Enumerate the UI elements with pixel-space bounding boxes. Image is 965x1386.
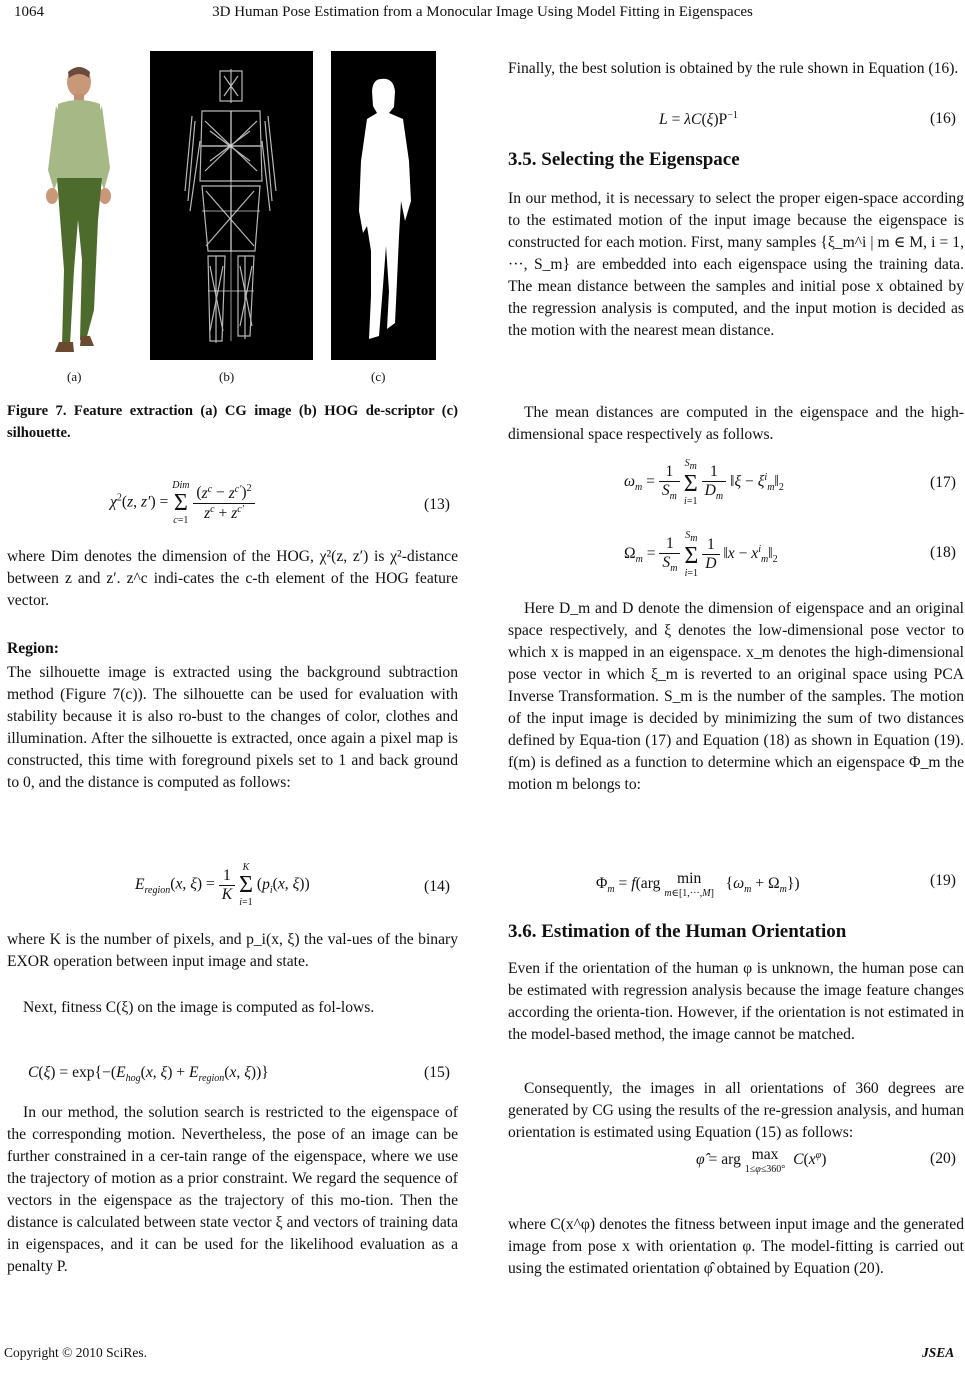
equation-14-number: (14) xyxy=(424,878,450,895)
equation-20: φ̂ = arg max 1≤φ≤360° $C(x^\varphi)$ xyxy=(696,1146,827,1175)
equation-15-number: (15) xyxy=(424,1064,450,1081)
paragraph-3-6-a: Even if the orientation of the human φ is unknown, the human pose can be estimated with regression analysis because the image feature changes according the orienta-tion. However, if the orientation is not estimated in the model-based method, the image cannot be matched. xyxy=(508,960,964,1043)
equation-16-number: (16) xyxy=(930,110,956,127)
equation-18-number: (18) xyxy=(930,544,956,561)
paragraph-fitness: Next, fitness C(ξ) on the image is computed as fol-lows. xyxy=(23,999,375,1016)
footer-journal: JSEA xyxy=(922,1345,955,1360)
figure-label-c: (c) xyxy=(371,369,386,384)
figure-label-a: (a) xyxy=(67,369,82,384)
figure-7-caption: Figure 7. Feature extraction (a) CG image (b) HOG de-scriptor (c) silhouette. xyxy=(7,403,458,441)
equation-13: $\chi^2(z$, z′) = Dim Σ c=1 $\frac{(z^c - z^{c'})^2}{z^c + z^{c'}}$ xyxy=(110,480,255,526)
cg-human-image xyxy=(28,60,128,360)
equation-20-number: (20) xyxy=(930,1150,956,1167)
footer-copyright: Copyright © 2010 SciRes. xyxy=(4,1345,148,1360)
equation-16: $L = \lambda C(\xi)P^{-1}$ xyxy=(659,110,738,129)
equation-19-number: (19) xyxy=(930,872,956,889)
silhouette-image xyxy=(331,51,436,360)
paragraph-finally: Finally, the best solution is obtained by the rule shown in Equation (16). xyxy=(508,60,959,77)
equation-17: $\omega_m$ = $\frac{1}{S_m}$ $S_m$ Σ i=1 $\frac{1}{D_m}$ ‖ξ − $\xi^i_m‖_2$ xyxy=(624,458,784,507)
equation-18: $\Omega_m$ = $\frac{1}{S_m}$ $S_m$ Σ i=1 $\frac{1}{D}$ ‖x − $x^i_m‖_2$ xyxy=(624,530,778,579)
equation-14: $E_{region}(x$, ξ) = $\frac{1}{K}$ K Σ i=1 ($p_i(x$, ξ)) xyxy=(135,862,310,908)
paragraph-3-6-b: Consequently, the images in all orientations of 360 degrees are generated by CG using the results of the re-gression analysis, and human orientation is estimated using Equation (15) as follows: xyxy=(508,1080,964,1141)
section-3-6-heading: 3.6. Estimation of the Human Orientation xyxy=(508,921,847,942)
paragraph-3-5-c: Here D_m and D denote the dimension of eigenspace and an original space respectively, and ξ denotes the low-dimensional pose vector to which x is mapped in an eigenspace. x_m denotes the high-dimensional pose vector in which ξ_m is reverted to an original space using PCA Inverse Transformation. S_m is the number of the samples. The motion of the input image is decided by minimizing the sum of two distances defined by Equa-tion (17) and Equation (18) as shown in Equation (19). f(m) is defined as a function to determine which an eigenspace Φ_m the motion m belongs to: xyxy=(508,600,964,793)
paragraph-search-restriction: In our method, the solution search is restricted to the eigenspace of the corresponding motion. Nevertheless, the pose of an image can be further constrained in a cer-tain range of the eigenspace, where we use the trajectory of motion as a prior constraint. We regard the sequence of vectors in the eigenspace as the trajectory of this mo-tion. Then the distance is calculated between state vector ξ and vectors of training data in eigenspaces, and it can be used for the likelihood evaluation as a penalty P. xyxy=(7,1104,458,1275)
hog-descriptor-image xyxy=(150,51,313,360)
paragraph-hog-dimension: where Dim denotes the dimension of the HOG, χ²(z, z′) is χ²-distance between z and z′. z^c indi-cates the c-th element of the HOG feature vector. xyxy=(7,548,458,609)
equation-17-number: (17) xyxy=(930,474,956,491)
paragraph-3-6-c: where C(x^φ) denotes the fitness between input image and the generated image from pose x with orientation φ. The model-fitting is carried out using the estimated orientation φ̂ obtained by Equation (20). xyxy=(508,1216,964,1277)
section-3-5-heading: 3.5. Selecting the Eigenspace xyxy=(508,149,740,170)
region-heading: Region: xyxy=(7,640,59,657)
paragraph-region: The silhouette image is extracted using the background subtraction method (Figure 7(c)). The silhouette can be used for evaluation with stability because it is also ro-bust to the changes of color, clothes and illumination. After the silhouette is extracted, once again a pixel map is constructed, this time with foreground pixels set to 1 and back ground to 0, and the distance is computed as follows: xyxy=(7,664,458,791)
paragraph-3-5-a: In our method, it is necessary to select the proper eigen-space according to the estimated motion of the input image because the eigenspace is constructed for each motion. First, many samples {ξ_m^i | m ∈ M, i = 1, ···, S_m} are embedded into each eigenspace using the training data. The mean distance between the samples and initial pose x obtained by the regression analysis is computed, and the input motion is decided as the motion with the nearest mean distance. xyxy=(508,190,964,339)
paragraph-pixels: where K is the number of pixels, and p_i(x, ξ) the val-ues of the binary EXOR operation between input image and state. xyxy=(7,931,458,970)
paragraph-3-5-b: The mean distances are computed in the eigenspace and the high-dimensional space respectively as follows. xyxy=(508,404,964,443)
equation-15: $C(\xi) = \exp\{-(E_{hog}(x$, $\xi) + E_{region}(x$, ξ))} xyxy=(28,1064,269,1085)
page-number: 1064 xyxy=(14,4,44,20)
equation-13-number: (13) xyxy=(424,496,450,513)
running-title: 3D Human Pose Estimation from a Monocular Image Using Model Fitting in Eigenspaces xyxy=(212,4,753,20)
figure-label-b: (b) xyxy=(219,369,235,384)
equation-19: $\Phi_m = f(arg$ min m∈[1,···,M] $\{\omega_m + \Omega_m\}$) xyxy=(596,870,800,899)
